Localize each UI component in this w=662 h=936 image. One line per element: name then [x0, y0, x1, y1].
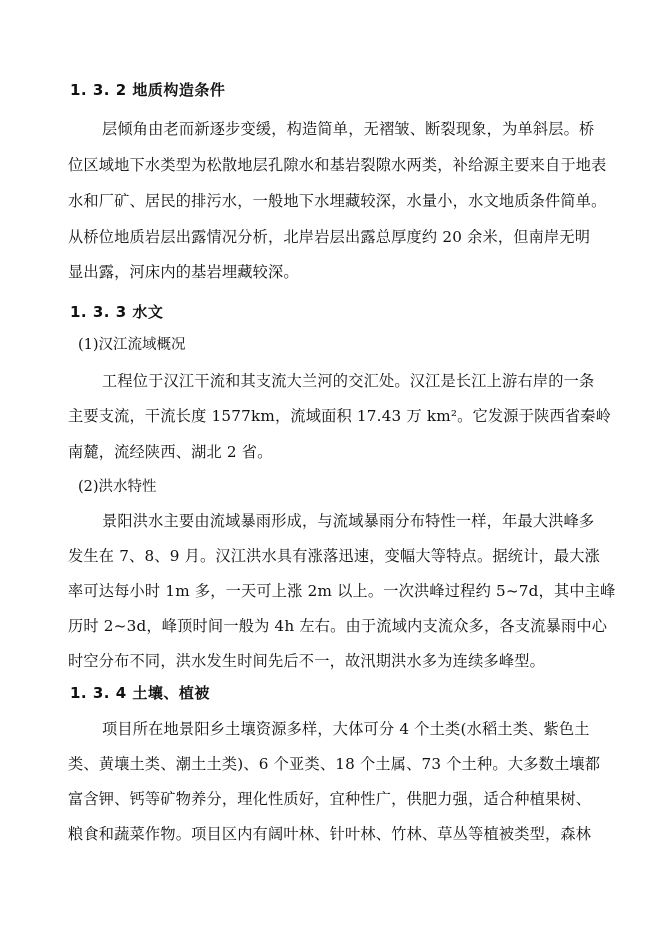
paragraph-line: 率可达每小时 1m 多，一天可上涨 2m 以上。一次洪峰过程约 5~7d，其中主峰	[68, 582, 616, 600]
paragraph-line: 层倾角由老而新逐步变缓，构造简单，无褶皱、断裂现象，为单斜层。桥	[102, 120, 595, 138]
paragraph-line: 南麓，流经陕西、湖北 2 省。	[68, 443, 273, 461]
subheading-watershed: (1)汉江流域概况	[78, 337, 186, 353]
paragraph-line: 景阳洪水主要由流域暴雨形成，与流域暴雨分布特性一样，年最大洪峰多	[102, 512, 595, 530]
paragraph-line: 从桥位地质岩层出露情况分析，北岸岩层出露总厚度约 20 余米，但南岸无明	[68, 228, 591, 246]
section-heading-1-3-3: 1. 3. 3 水文	[70, 303, 164, 321]
section-heading-1-3-4: 1. 3. 4 土壤、植被	[70, 684, 210, 702]
paragraph-line: 显出露，河床内的基岩埋藏较深。	[68, 263, 299, 281]
subheading-flood: (2)洪水特性	[78, 479, 157, 495]
paragraph-line: 历时 2~3d，峰顶时间一般为 4h 左右。由于流域内支流众多，各支流暴雨中心	[68, 617, 608, 635]
paragraph-line: 水和厂矿、居民的排污水，一般地下水埋藏较深，水量小，水文地质条件简单。	[68, 192, 607, 210]
paragraph-line: 富含钾、钙等矿物养分，理化性质好，宜种性广，供肥力强，适合种植果树、	[68, 790, 592, 808]
paragraph-line: 发生在 7、8、9 月。汉江洪水具有涨落迅速，变幅大等特点。据统计，最大涨	[68, 547, 601, 565]
paragraph-line: 时空分布不同，洪水发生时间先后不一，故汛期洪水多为连续多峰型。	[68, 652, 546, 670]
paragraph-line: 主要支流，干流长度 1577km，流域面积 17.43 万 km²。它发源于陕西省秦岭	[68, 407, 612, 425]
paragraph-line: 工程位于汉江干流和其支流大兰河的交汇处。汉江是长江上游右岸的一条	[102, 372, 595, 390]
paragraph-line: 位区域地下水类型为松散地层孔隙水和基岩裂隙水两类，补给源主要来自于地表	[68, 156, 607, 174]
paragraph-line: 类、黄壤土类、潮土土类)、6 个亚类、18 个土属、73 个土种。大多数土壤都	[68, 755, 601, 773]
section-heading-1-3-2: 1. 3. 2 地质构造条件	[70, 81, 226, 99]
paragraph-line: 项目所在地景阳乡土壤资源多样，大体可分 4 个土类(水稻土类、紫色土	[102, 720, 590, 738]
paragraph-line: 粮食和蔬菜作物。项目区内有阔叶林、针叶林、竹林、草丛等植被类型，森林	[68, 825, 592, 843]
